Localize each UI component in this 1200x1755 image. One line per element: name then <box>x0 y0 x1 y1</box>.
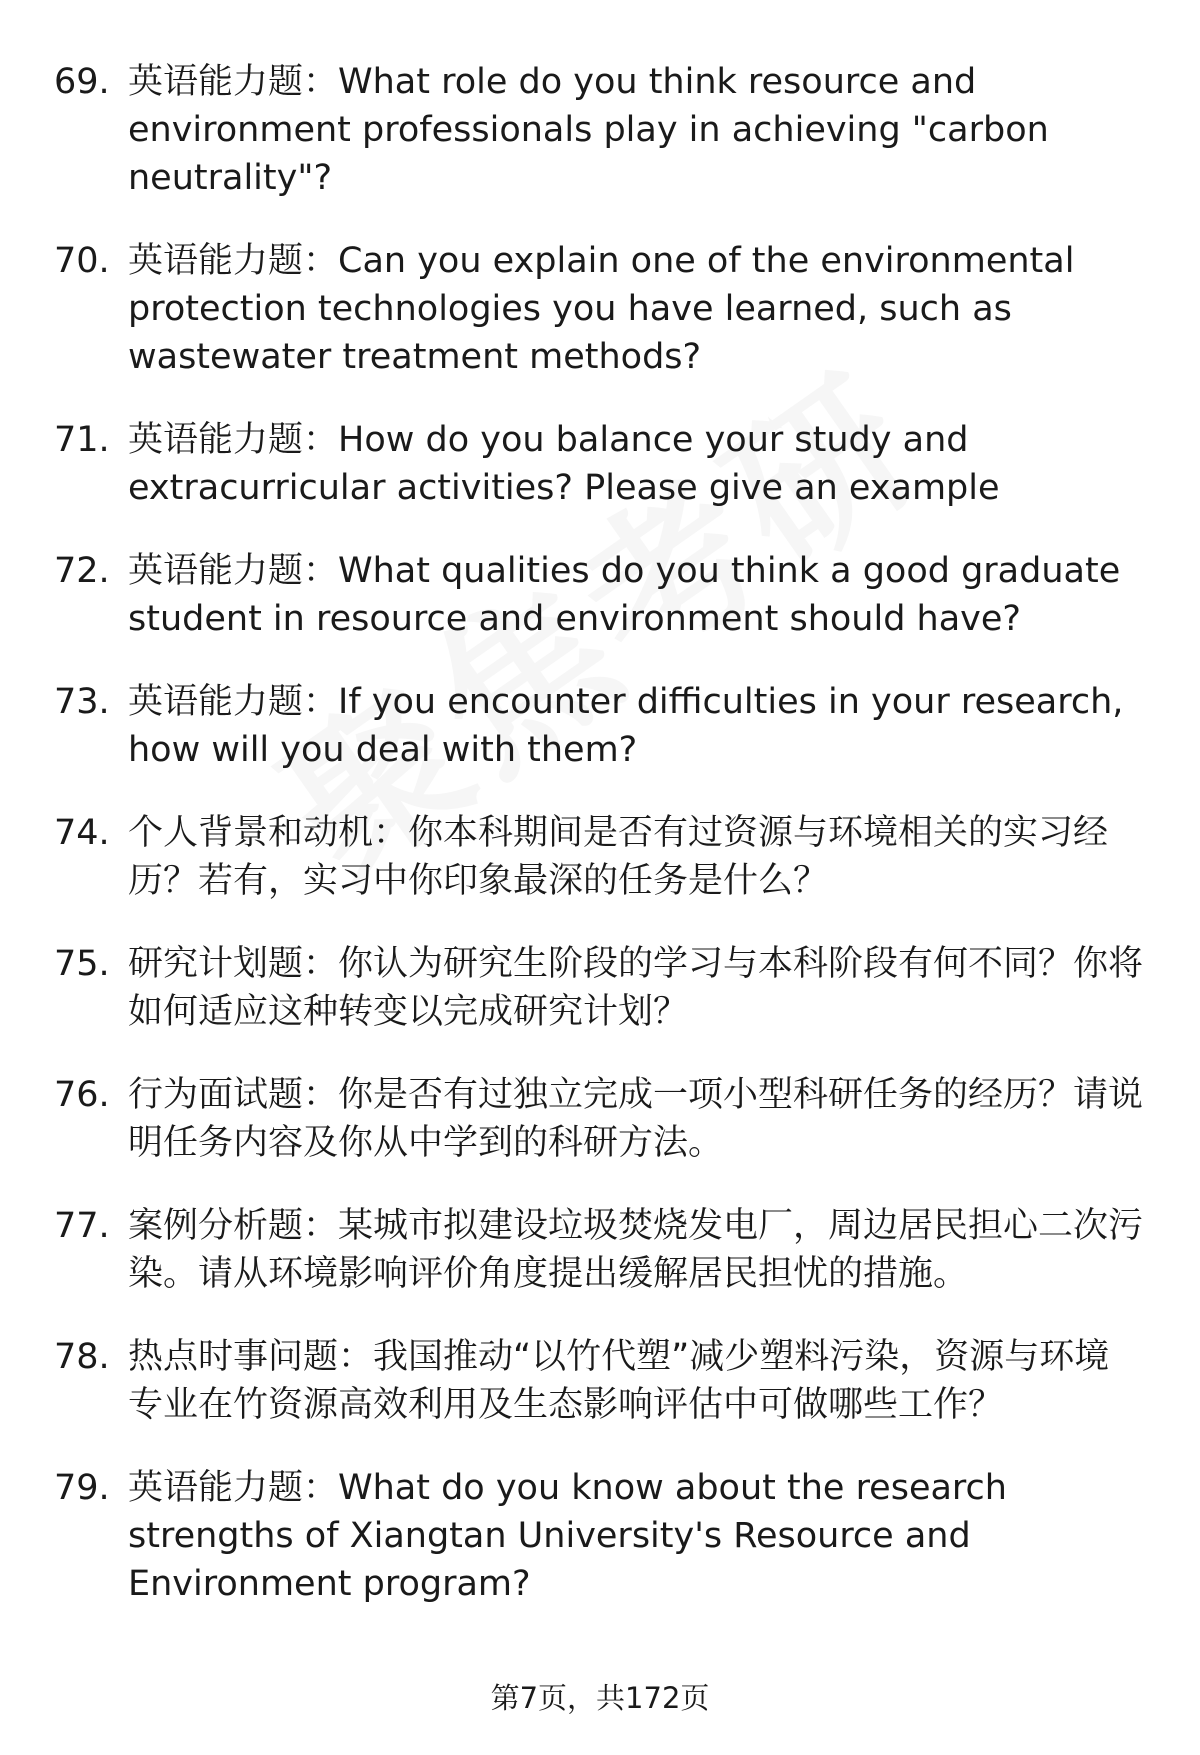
question-number: 71. <box>54 420 110 460</box>
question-text: 英语能力题：If you encounter difficulties in your research, how will you deal with them? <box>128 682 1124 770</box>
question-text: 个人背景和动机：你本科期间是否有过资源与环境相关的实习经历？若有，实习中你印象最深的任务是什么？ <box>128 813 1109 901</box>
question-item <box>54 809 1144 905</box>
question-number: 70. <box>54 241 110 281</box>
question-item <box>54 416 1144 512</box>
question-item <box>54 1202 1144 1298</box>
question-text: 热点时事问题：我国推动“以竹代塑”减少塑料污染，资源与环境专业在竹资源高效利用及生态影响评估中可做哪些工作？ <box>128 1337 1110 1425</box>
question-item <box>54 678 1144 774</box>
question-item <box>54 1464 1144 1608</box>
question-item <box>54 1333 1144 1429</box>
question-number: 78. <box>54 1337 110 1377</box>
question-text: 英语能力题：What qualities do you think a good graduate student in resource and environment should have? <box>128 551 1121 639</box>
question-number: 69. <box>54 62 110 102</box>
question-text: 英语能力题：Can you explain one of the environmental protection technologies you have learned, such as wastewater treatment methods? <box>128 241 1075 377</box>
question-number: 74. <box>54 813 110 853</box>
page-footer: 第7页，共172页 <box>490 1681 710 1715</box>
question-item <box>54 58 1144 202</box>
question-text: 行为面试题：你是否有过独立完成一项小型科研任务的经历？请说明任务内容及你从中学到的科研方法。 <box>128 1075 1144 1163</box>
question-item <box>54 940 1144 1036</box>
question-text: 英语能力题：What role do you think resource and environment professionals play in achieving "carbon neutrality"? <box>128 62 1049 198</box>
question-number: 76. <box>54 1075 110 1115</box>
question-text: 案例分析题：某城市拟建设垃圾焚烧发电厂，周边居民担心二次污染。请从环境影响评价角度提出缓解居民担忧的措施。 <box>128 1206 1144 1294</box>
question-text: 研究计划题：你认为研究生阶段的学习与本科阶段有何不同？你将如何适应这种转变以完成研究计划？ <box>128 944 1144 1032</box>
question-number: 79. <box>54 1468 110 1508</box>
question-item <box>54 237 1144 381</box>
question-number: 77. <box>54 1206 110 1246</box>
question-number: 72. <box>54 551 110 591</box>
question-list <box>54 58 1144 1643</box>
question-text: 英语能力题：How do you balance your study and extracurricular activities? Please give an example <box>128 420 1000 508</box>
question-text: 英语能力题：What do you know about the research strengths of Xiangtan University's Resource and Environment program? <box>128 1468 1007 1604</box>
question-number: 73. <box>54 682 110 722</box>
question-number: 75. <box>54 944 110 984</box>
question-item <box>54 1071 1144 1167</box>
question-item <box>54 547 1144 643</box>
